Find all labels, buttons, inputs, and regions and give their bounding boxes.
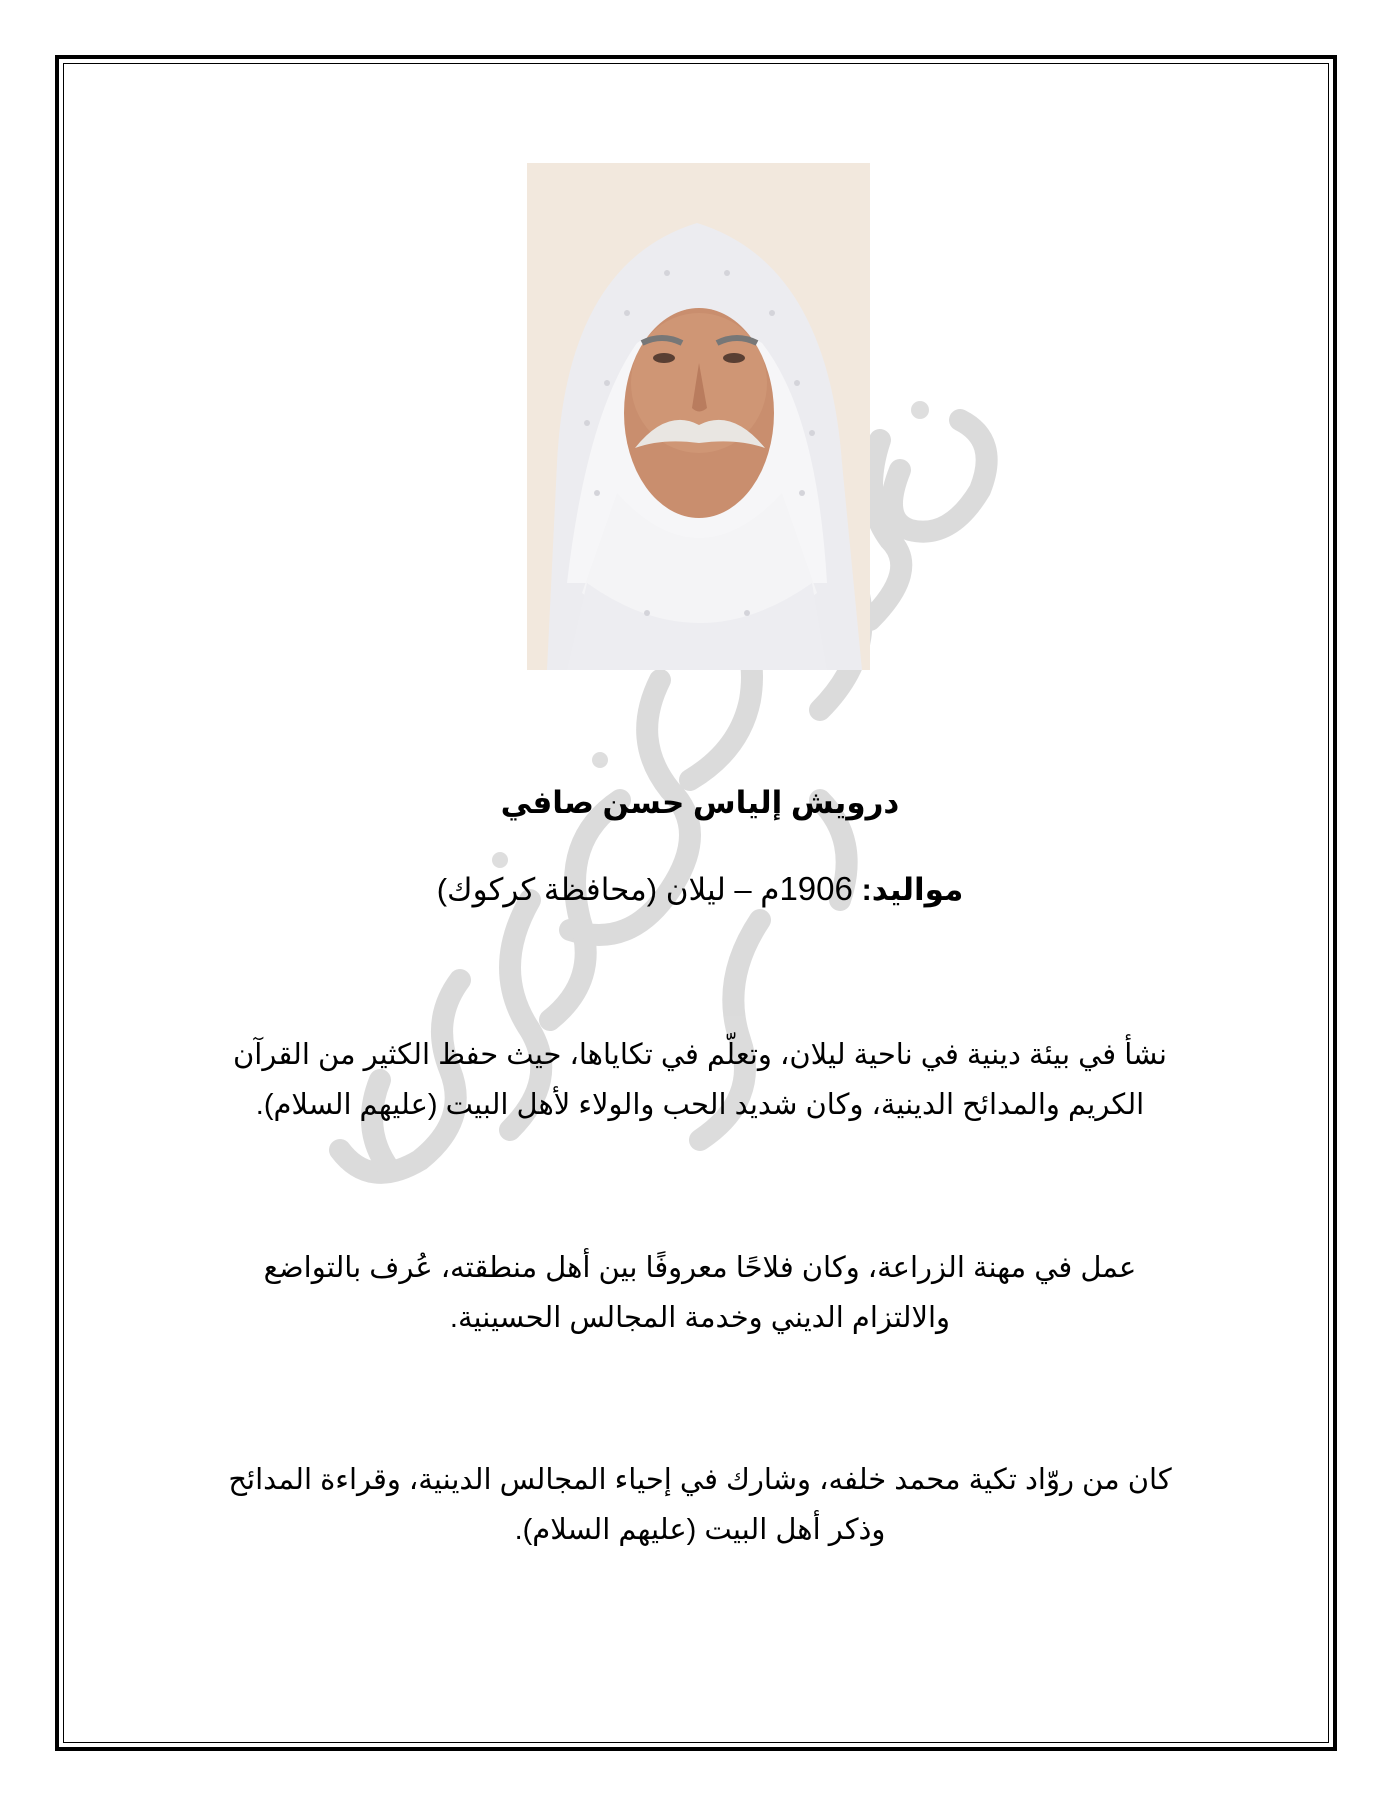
bio-paragraph [170, 1030, 1230, 1130]
birth-year: 1906 [779, 870, 853, 907]
portrait-photo-icon [527, 163, 870, 670]
paragraph-line: الكريم والمدائح الدينية، وكان شديد الحب والولاء لأهل البيت (عليهم السلام). [255, 1089, 1145, 1121]
paragraph-line: وذكر أهل البيت (عليهم السلام). [514, 1514, 886, 1546]
bio-paragraph [170, 1455, 1230, 1555]
paragraph-line: نشأ في بيئة دينية في ناحية ليلان، وتعلّم في تكاياها، حيث حفظ الكثير من القرآن [232, 1039, 1168, 1071]
paragraph-line: كان من روّاد تكية محمد خلفه، وشارك في إحياء المجالس الدينية، وقراءة المدائح [228, 1464, 1172, 1496]
birth-info [200, 870, 1200, 908]
birth-place: م – ليلان (محافظة كركوك) [436, 872, 780, 907]
person-name: درويش إلياس حسن صافي [500, 785, 900, 820]
bio-paragraph [170, 1243, 1230, 1343]
paragraph-line: عمل في مهنة الزراعة، وكان فلاحًا معروفًا بين أهل منطقته، عُرف بالتواضع [263, 1252, 1137, 1284]
birth-label: مواليد: [861, 872, 964, 907]
paragraph-line: والالتزام الديني وخدمة المجالس الحسينية. [449, 1302, 951, 1334]
portrait-photo [527, 163, 870, 670]
